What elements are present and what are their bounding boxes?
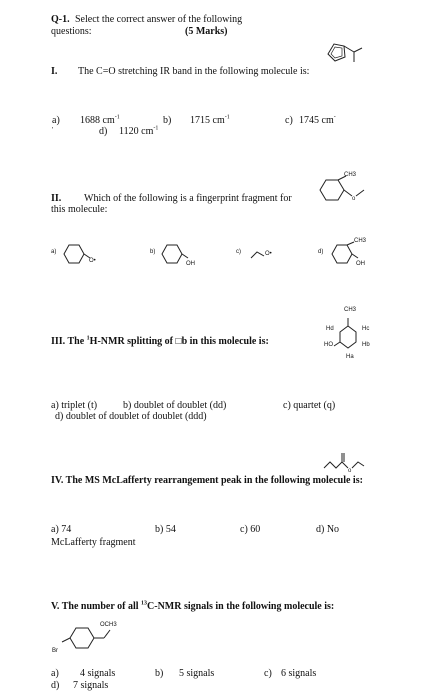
q2-ch3-label: CH3 xyxy=(344,172,357,178)
q2-text-cont: this molecule: xyxy=(51,204,108,215)
q2-option-c-o-dot: O• xyxy=(265,251,272,257)
svg-text:o: o xyxy=(348,468,352,474)
q4-option-c: c) 60 xyxy=(240,524,261,535)
q1-option-b-label: b) xyxy=(163,115,172,126)
q2-option-c-label: c) xyxy=(236,249,241,255)
q2-option-a-o-dot: O• xyxy=(89,258,96,264)
q2-number: II. xyxy=(51,193,62,204)
q2-option-b-structure xyxy=(158,240,204,268)
q2-option-d-oh: OH xyxy=(356,261,365,267)
marks-label: (5 Marks) xyxy=(185,26,228,37)
q5-option-d: 7 signals xyxy=(73,680,109,691)
q3-hc-label: Hc xyxy=(362,326,370,332)
q1-option-a-label: a) xyxy=(52,115,60,126)
q4-option-b: b) 54 xyxy=(155,524,176,535)
q3-molecule-diagram xyxy=(324,306,384,366)
q2-option-d-structure xyxy=(328,240,374,268)
q3-text: III. The $^1$H-NMR splitting of □b in this molecule is: xyxy=(51,335,269,347)
q2-option-d-label: d) xyxy=(318,249,324,255)
q3-hd-label: Hd xyxy=(326,326,334,332)
q4-molecule-diagram xyxy=(322,450,382,474)
q1-option-d: 1120 $cm^{-1}$ xyxy=(119,125,159,137)
q5-option-b: 5 signals xyxy=(179,668,215,679)
question-instruction-cont: questions: xyxy=(51,26,92,37)
q1-text: The C=O stretching IR band in the following molecule is: xyxy=(78,66,310,77)
q3-option-c: c) quartet (q) xyxy=(283,400,336,411)
q1-number: I. xyxy=(51,66,58,77)
q4-option-a-cont: McLafferty fragment xyxy=(51,537,136,548)
q1-option-b: 1715 $cm^{-1}$ xyxy=(190,114,230,126)
q5-option-c-label: c) xyxy=(264,668,272,679)
q1-option-c: 1745 cm- xyxy=(299,114,336,126)
q2-option-b-label: b) xyxy=(150,249,156,255)
q5-option-a: 4 signals xyxy=(80,668,116,679)
q3-option-d: d) doublet of doublet of doublet (ddd) xyxy=(55,411,207,422)
q3-ho-label: HO xyxy=(324,342,333,348)
q4-text: IV. The MS McLafferty rearrangement peak in the following molecule is: xyxy=(51,475,363,486)
q2-option-a-structure xyxy=(60,240,106,268)
q3-option-a: a) triplet (t) xyxy=(51,400,98,411)
q2-option-d-ch3: CH3 xyxy=(354,238,367,244)
q2-option-b-oh: OH xyxy=(186,261,195,267)
q3-ch3-label: CH3 xyxy=(344,307,357,313)
q2-text: Which of the following is a fingerprint fragment for xyxy=(84,193,292,204)
q1-molecule-diagram xyxy=(320,38,370,70)
q5-br-label: Br xyxy=(52,648,58,654)
q3-ha-label: Ha xyxy=(346,354,354,360)
q5-och3-label: OCH3 xyxy=(100,622,117,628)
q3-option-b: b) doublet of doublet (dd) xyxy=(123,400,227,411)
question-instruction: Select the correct answer of the following xyxy=(75,14,243,25)
q4-option-a: a) 74 xyxy=(51,524,72,535)
q1-option-c-label: c) xyxy=(285,115,293,126)
q3-hb-label: Hb xyxy=(362,342,370,348)
q5-option-a-label: a) xyxy=(51,668,59,679)
q1-option-a: 1688 $cm^{-1}$ xyxy=(80,114,120,126)
q5-option-d-label: d) xyxy=(51,680,60,691)
q2-molecule-diagram xyxy=(316,172,382,208)
q5-molecule-diagram xyxy=(52,620,126,660)
question-number: Q-1. xyxy=(51,14,70,25)
q4-option-d: d) No xyxy=(316,524,340,535)
q5-text: V. The number of all $^{13}$C-NMR signals in the following molecule is: xyxy=(51,600,335,612)
q5-option-c: 6 signals xyxy=(281,668,317,679)
svg-text:o: o xyxy=(352,196,356,202)
q5-option-b-label: b) xyxy=(155,668,164,679)
q2-option-a-label: a) xyxy=(51,249,57,255)
q1-tick-mark: ' xyxy=(52,126,54,134)
q1-option-d-label: d) xyxy=(99,126,108,137)
